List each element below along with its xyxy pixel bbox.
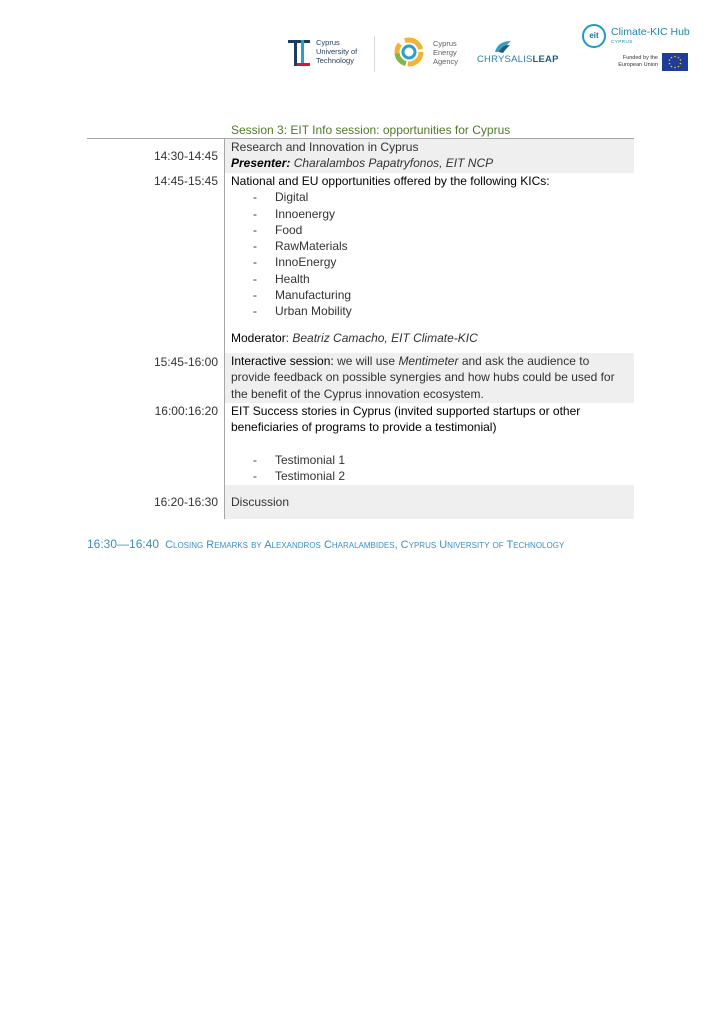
row-content xyxy=(225,173,634,353)
closing-remarks xyxy=(87,537,564,551)
row-time: 16:20-16:30 xyxy=(153,495,218,509)
butterfly-icon xyxy=(493,40,513,54)
row-content xyxy=(225,139,634,173)
agenda-row xyxy=(87,139,634,173)
row-presenter: Presenter: Charalambos Papatryfonos, EIT NCP xyxy=(231,156,494,171)
row-title: Discussion xyxy=(231,495,290,509)
row-moderator: Moderator: Beatriz Camacho, EIT Climate-KIC xyxy=(231,330,478,345)
eit-badge: eit xyxy=(582,24,606,48)
eit-climate-kic-logo xyxy=(582,22,694,74)
agenda-row xyxy=(87,485,634,519)
list-item: - Food xyxy=(253,222,303,237)
row-line: the benefit of the Cyprus innovation ecosystem. xyxy=(231,386,484,401)
row-content xyxy=(225,353,634,403)
closing-text: Closing Remarks by Alexandros Charalambides, Cyprus University of Technology xyxy=(165,539,565,551)
list-item: - Manufacturing xyxy=(253,288,352,303)
list-item: - RawMaterials xyxy=(253,239,348,254)
chrysalis-logo xyxy=(477,40,557,70)
eit-hub-subtitle: CYPRUS xyxy=(611,39,633,44)
cut-logo-text: Cyprus University of Technology xyxy=(316,38,358,65)
row-line: EIT Success stories in Cyprus (invited supported startups or other xyxy=(231,404,581,418)
cea-ring-icon xyxy=(393,36,425,68)
chrysalis-wordmark: CHRYSALISLEAP xyxy=(477,54,559,65)
agenda-row xyxy=(87,353,634,403)
cut-mark-icon xyxy=(288,38,310,68)
eu-funding-text: Funded by the European Union xyxy=(618,55,658,68)
agenda-row xyxy=(87,403,634,485)
cea-logo xyxy=(393,36,458,68)
row-content xyxy=(225,485,634,519)
logo-divider xyxy=(374,36,375,72)
row-time: 14:45-15:45 xyxy=(153,174,218,188)
row-line: Interactive session: we will use Mentimeter and ask the audience to xyxy=(231,354,590,368)
row-time: 14:30-14:45 xyxy=(153,149,218,163)
row-time: 15:45-16:00 xyxy=(153,355,218,369)
list-item: - Innoenergy xyxy=(253,206,336,221)
row-line: beneficiaries of programs to provide a testimonial) xyxy=(231,420,497,435)
header-logos xyxy=(0,0,720,90)
eit-hub-title: Climate-KIC Hub xyxy=(611,26,690,38)
row-title: Research and Innovation in Cyprus xyxy=(231,140,419,154)
closing-time: 16:30—16:40 xyxy=(87,537,160,551)
list-item: - Urban Mobility xyxy=(253,304,352,319)
row-content xyxy=(225,403,634,485)
cea-logo-text: Cyprus Energy Agency xyxy=(433,38,459,66)
row-title: National and EU opportunities offered by the following KICs: xyxy=(231,174,550,188)
row-time: 16:00:16:20 xyxy=(154,404,218,418)
testimonial-list xyxy=(231,452,634,485)
kic-list xyxy=(231,189,634,319)
session-title: Session 3: EIT Info session: opportunities for Cyprus xyxy=(231,123,511,137)
eu-flag-icon xyxy=(662,53,688,71)
cut-logo xyxy=(288,38,372,68)
list-item: - Testimonial 2 xyxy=(253,468,346,483)
list-item: - Testimonial 1 xyxy=(253,452,346,467)
list-item: - InnoEnergy xyxy=(253,255,337,270)
list-item: - Digital xyxy=(253,190,309,205)
list-item: - Health xyxy=(253,271,310,286)
agenda-row xyxy=(87,173,634,353)
row-line: provide feedback on possible synergies and how hubs could be used for xyxy=(231,370,615,385)
